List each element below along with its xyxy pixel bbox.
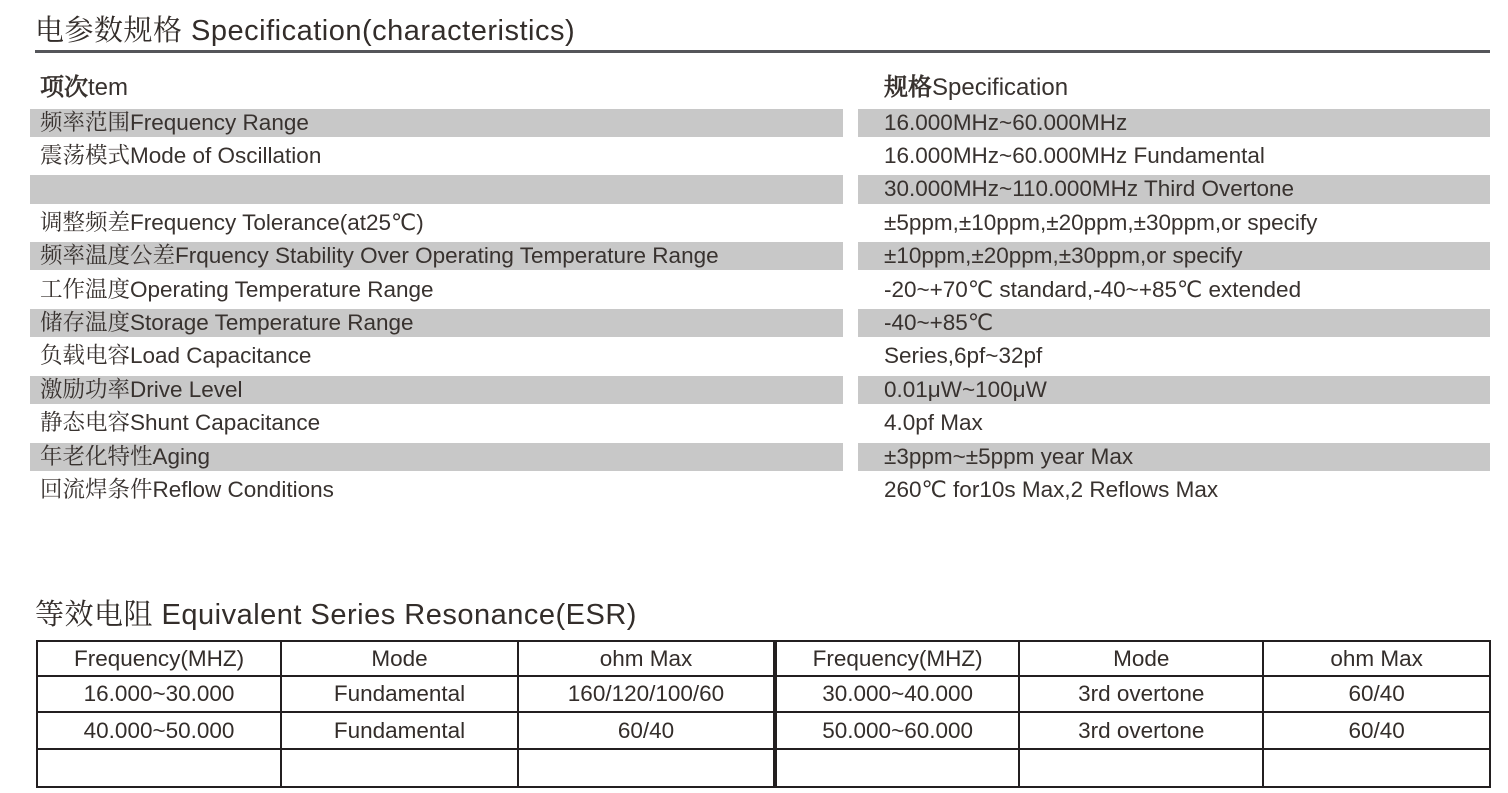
esr-table xyxy=(36,640,1491,788)
spec-header-spec-zh: 规格 xyxy=(884,74,932,101)
esr-cell: 50.000~60.000 xyxy=(775,712,1019,749)
esr-cell: 3rd overtone xyxy=(1019,712,1263,749)
spec-item-cell: 频率范围Frequency Range xyxy=(30,109,843,137)
spec-table-body xyxy=(30,106,1490,507)
spec-row-aging xyxy=(30,440,1490,473)
esr-data-row xyxy=(37,676,1490,712)
spec-row-frequency-stability xyxy=(30,240,1490,273)
title-divider xyxy=(35,50,1490,53)
spec-item-cell: 震荡模式Mode of Oscillation xyxy=(40,142,322,168)
esr-header-frequency-right: Frequency(MHZ) xyxy=(775,641,1019,676)
esr-header-mode-right: Mode xyxy=(1019,641,1263,676)
spec-item-cell: 储存温度Storage Temperature Range xyxy=(30,309,843,337)
spec-value-cell: 0.01μW~100μW xyxy=(858,376,1490,404)
spec-item-cell: 激励功率Drive Level xyxy=(30,376,843,404)
esr-cell xyxy=(775,749,1019,787)
spec-row-shunt-capacitance xyxy=(30,407,1490,440)
spec-row-third-overtone xyxy=(30,173,1490,206)
spec-value-cell: ±5ppm,±10ppm,±20ppm,±30ppm,or specify xyxy=(884,209,1318,235)
spec-value-cell: ±10ppm,±20ppm,±30ppm,or specify xyxy=(858,242,1490,270)
spec-item-cell: 调整频差Frequency Tolerance(at25℃) xyxy=(40,209,424,235)
esr-cell xyxy=(1263,749,1490,787)
esr-cell xyxy=(518,749,775,787)
spec-item-cell: 工作温度Operating Temperature Range xyxy=(40,276,434,302)
esr-cell: 60/40 xyxy=(1263,712,1490,749)
esr-cell xyxy=(281,749,518,787)
spec-value-cell: -40~+85℃ xyxy=(858,309,1490,337)
spec-row-operating-temperature xyxy=(30,273,1490,306)
spec-value-cell: ±3ppm~±5ppm year Max xyxy=(858,443,1490,471)
spec-row-frequency-range xyxy=(30,106,1490,139)
spec-row-reflow-conditions xyxy=(30,473,1490,506)
esr-header-ohm-left: ohm Max xyxy=(518,641,775,676)
spec-item-cell: 负载电容Load Capacitance xyxy=(40,343,312,369)
spec-header-item-zh: 项次 xyxy=(40,74,88,101)
spec-value-cell: 260℃ for10s Max,2 Reflows Max xyxy=(884,476,1219,502)
esr-cell: 16.000~30.000 xyxy=(37,676,281,712)
spec-value-cell: 16.000MHz~60.000MHz xyxy=(858,109,1490,137)
spec-row-mode-of-oscillation xyxy=(30,139,1490,172)
spec-header-specification xyxy=(884,72,1068,104)
esr-header-mode-left: Mode xyxy=(281,641,518,676)
spec-item-cell: 回流焊条件Reflow Conditions xyxy=(40,476,334,502)
spec-row-drive-level xyxy=(30,373,1490,406)
spec-value-cell: 4.0pf Max xyxy=(884,410,983,436)
esr-cell: 60/40 xyxy=(518,712,775,749)
esr-cell: 30.000~40.000 xyxy=(775,676,1019,712)
esr-cell: 60/40 xyxy=(1263,676,1490,712)
esr-section-title: 等效电阻 Equivalent Series Resonance(ESR) xyxy=(35,599,637,631)
spec-value-cell: 30.000MHz~110.000MHz Third Overtone xyxy=(858,175,1490,203)
esr-cell: Fundamental xyxy=(281,712,518,749)
esr-header-row xyxy=(37,641,1490,676)
spec-item-cell: 频率温度公差Frquency Stability Over Operating Temperature Range xyxy=(30,242,843,270)
esr-cell: 160/120/100/60 xyxy=(518,676,775,712)
esr-cell: Fundamental xyxy=(281,676,518,712)
spec-table-header xyxy=(0,72,1508,104)
spec-row-load-capacitance xyxy=(30,340,1490,373)
spec-row-storage-temperature xyxy=(30,306,1490,339)
spec-item-cell: 静态电容Shunt Capacitance xyxy=(40,410,321,436)
spec-header-item xyxy=(40,72,128,104)
esr-empty-row xyxy=(37,749,1490,787)
spec-section-title: 电参数规格 Specification(characteristics) xyxy=(35,15,576,47)
spec-value-cell: Series,6pf~32pf xyxy=(884,343,1043,369)
esr-header-frequency-left: Frequency(MHZ) xyxy=(37,641,281,676)
spec-item-cell xyxy=(30,175,843,203)
spec-header-spec-en: Specification xyxy=(932,74,1069,101)
esr-cell: 40.000~50.000 xyxy=(37,712,281,749)
esr-cell xyxy=(37,749,281,787)
esr-data-row xyxy=(37,712,1490,749)
esr-header-ohm-right: ohm Max xyxy=(1263,641,1490,676)
spec-row-frequency-tolerance xyxy=(30,206,1490,239)
spec-value-cell: -20~+70℃ standard,-40~+85℃ extended xyxy=(884,276,1302,302)
spec-header-item-en: tem xyxy=(88,74,129,101)
spec-item-cell: 年老化特性Aging xyxy=(30,443,843,471)
spec-value-cell: 16.000MHz~60.000MHz Fundamental xyxy=(884,142,1265,168)
esr-cell: 3rd overtone xyxy=(1019,676,1263,712)
esr-cell xyxy=(1019,749,1263,787)
